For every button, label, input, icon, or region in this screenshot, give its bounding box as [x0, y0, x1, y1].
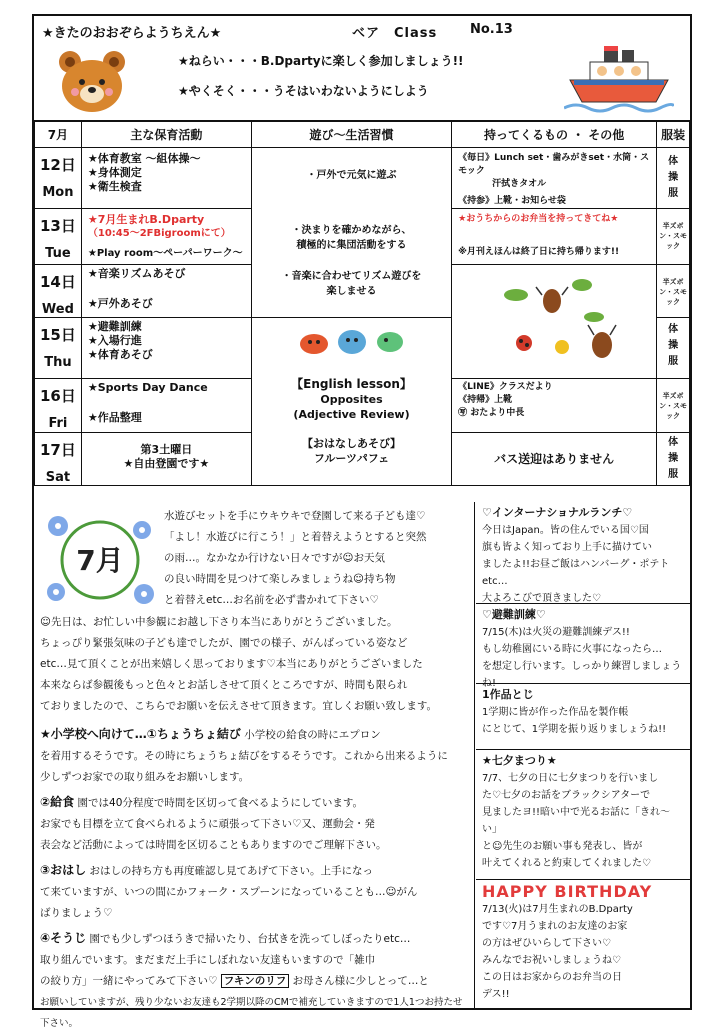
intro-line: の雨…。なかなか行けない日々ですが☺お天気	[164, 552, 385, 564]
class-name: ベア Class	[352, 26, 438, 41]
clothes-cell	[657, 265, 690, 318]
tanabata-title: ★七夕まつり★	[482, 754, 557, 767]
english-lesson-topic: Opposites	[320, 393, 383, 406]
weekly-schedule-table	[34, 120, 690, 486]
thanks-line: ☺先日は、お忙しい中参観にお越し下さり本当にありがとうございました。	[40, 616, 398, 628]
section-chopsticks-title: ③おはし	[40, 863, 87, 877]
story-title: 【おはなしあそび】	[302, 437, 402, 450]
international-lunch-title: ♡インターナショナルランチ♡	[482, 506, 633, 519]
bring-cell	[452, 379, 657, 433]
section-chopsticks-text: て来ていますが、いつの間にかフォーク・スプーンになっていることも…☺がん	[40, 886, 418, 898]
col-month: 7月	[35, 121, 82, 148]
clothes-gym: 体操服	[668, 156, 679, 199]
play-cell-top	[251, 148, 451, 318]
activity: ★入場行進	[87, 334, 142, 347]
day-cell	[35, 265, 82, 318]
evacuation-drill-text: もし幼稚園にいる時に火事になったら…	[482, 644, 662, 655]
thanks-line: ちょっぴり緊張気味の子ども達でしたが、園での様子、がんばっている姿など	[40, 637, 408, 649]
date: 14日	[39, 273, 76, 291]
date: 16日	[39, 387, 76, 405]
birthday-text: デス!!	[482, 989, 510, 1000]
tanabata-text: と☺先生のお願い事も発表し、皆が	[482, 841, 643, 852]
activity: ★音楽リズムあそび	[87, 267, 186, 280]
tanabata-text: 7/7、七夕の日に七夕まつりを行いまし	[482, 773, 659, 784]
international-lunch-section	[476, 502, 690, 604]
intro-line: 「よし！水遊びに行こう！」と着替えようとすると突然	[164, 531, 427, 543]
col-play: 遊び～生活習慣	[251, 121, 451, 148]
bus-notice: バス送迎はありません	[494, 451, 615, 466]
section-chopsticks-text: おはしの持ち方も再度確認し見てあげて下さい。上手になっ	[89, 865, 374, 877]
day-cell	[35, 379, 82, 433]
july-morning-glory-badge	[44, 512, 156, 608]
evacuation-drill-section	[476, 604, 690, 689]
table-row	[35, 148, 690, 209]
weekday: Wed	[41, 302, 74, 317]
right-column	[476, 502, 690, 1008]
birthday-section	[476, 880, 690, 1008]
clothes-gym: 体操服	[668, 324, 679, 367]
weekday: Fri	[48, 416, 68, 431]
tanabata-section	[476, 750, 690, 880]
clothes-cell	[657, 318, 690, 379]
bring-item: 汗拭きタオル	[492, 179, 547, 189]
evacuation-drill-text: を想定し行います。しっかり練習しましょうね!	[482, 661, 682, 689]
works-binding-text: にとじて、1学期を振り返りましょうね!!	[482, 724, 667, 735]
play-goal-2a: ・決まりを確かめながら、	[291, 225, 412, 236]
tanabata-text: た♡七夕のお話をブラックシアターで	[482, 790, 651, 801]
newsletter-sheet	[32, 14, 692, 1029]
section-bow-title: ★小学校へ向けて…①ちょうちょ結び	[40, 727, 241, 741]
activity: 第3土曜日	[140, 443, 193, 456]
thanks-line: 本来ならば参観後もっと色々とお話しさせて頂くところですが、時間も限られ	[40, 679, 408, 691]
section-lunch-text: 園では40分程度で時間を区切って食べるようにしています。	[77, 797, 364, 809]
aim-text: ★ねらい・・・B.Dpartyに楽しく参加しましょう!!	[178, 54, 464, 68]
birthday-text: の方はぜひいらして下さい♡	[482, 938, 611, 949]
col-bring: 持ってくるもの ・ その他	[452, 121, 657, 148]
clothes-gym: 体操服	[668, 437, 679, 480]
bring-cell	[452, 148, 657, 209]
date: 13日	[39, 217, 76, 235]
birthday-text: この日はお家からのお弁当の日	[482, 972, 622, 983]
newsletter-header	[34, 16, 690, 122]
bring-item: 《持参》上靴・お知らせ袋	[458, 196, 566, 206]
section-lunch-title: ②給食	[40, 795, 75, 809]
clothes-cell	[657, 433, 690, 486]
intro-paragraph	[164, 506, 470, 611]
section-lunch-text: 表会など活動によっては時間を区切ることもありますのでご理解下さい。	[40, 839, 387, 851]
activity: ★作品整理	[87, 411, 142, 424]
bring-item: 《毎日》Lunch set・歯みがきset・水筒・スモック	[458, 153, 650, 176]
activities-cell	[81, 148, 251, 209]
weekday: Tue	[45, 246, 71, 261]
bring-cell	[452, 209, 657, 265]
section-cleaning-text: の絞り方」一緒にやってみて下さい♡	[40, 975, 218, 987]
section-cleaning-text: お願いしていますが、残り少ないお友達も2学期以降のCMで補充していきますので1人1つお持たせ下さい。	[40, 997, 463, 1029]
story-name: フルーツパフェ	[313, 452, 390, 465]
lower-section	[34, 502, 690, 1029]
date: 15日	[39, 326, 76, 344]
section-bow-text: 小学校の給食の時にエプロン	[244, 729, 381, 741]
clothes-half: 半ズボン・スモック	[659, 278, 688, 306]
section-cleaning-text: 取り組んでいます。まだまだ上手にしぼれない友達もいますので「雑巾	[40, 954, 376, 966]
birthday-text: 7/13(火)は7月生まれのB.Dparty	[482, 904, 633, 915]
activity: ★Play room～ペーパーワーク～	[87, 248, 243, 259]
weekday: Mon	[42, 185, 74, 200]
bring-item: 《持帰》上靴	[458, 395, 513, 405]
play-goal-3b: 楽しませる	[326, 286, 377, 297]
activities-cell	[81, 318, 251, 379]
issue-number: No.13	[470, 22, 513, 37]
activity: ★戸外あそび	[87, 297, 153, 310]
evacuation-drill-text: 7/15(木)は火災の避難訓練デス!!	[482, 627, 630, 638]
activity: ★衛生検査	[87, 180, 142, 193]
english-lesson-sub: (Adjective Review)	[293, 408, 410, 421]
bear-illustration	[56, 48, 128, 114]
works-binding-title: 1作品とじ	[482, 688, 534, 701]
activity: ★自由登園です★	[123, 457, 210, 470]
works-binding-section	[476, 684, 690, 750]
works-binding-text: 1学期に皆が作った作品を製作帳	[482, 707, 629, 718]
teacher-letter	[34, 502, 475, 1029]
play-goal-1: ・戸外で元気に遊ぶ	[306, 170, 397, 181]
intro-line: の良い時間を見つけて楽しみましょうね☺持ち物	[164, 573, 396, 585]
activities-cell	[81, 433, 251, 486]
activities-cell	[81, 379, 251, 433]
section-cleaning-title: ④そうじ	[40, 931, 87, 945]
weekday: Sat	[45, 470, 71, 485]
request-sections	[40, 724, 470, 1034]
activity: ★7月生まれB.Dparty	[87, 213, 205, 226]
bring-item: ※月刊えほんは終了日に持ち帰ります!!	[458, 247, 620, 257]
bring-cell	[452, 433, 657, 486]
international-lunch-text: ましたよ!!お昼ご飯はハンバーグ・ポテトetc…	[482, 559, 670, 587]
section-bow-text: を着用するそうです。その時にちょうちょ結びをするそうです。これから出来るように	[40, 750, 448, 762]
birthday-text: みんなでお祝いしましょうね♡	[482, 955, 621, 966]
english-lesson-title: 【English lesson】	[291, 377, 412, 391]
international-lunch-text: 今日はJapan。皆の住んでいる国♡国	[482, 525, 649, 536]
sea-creatures-illustration	[292, 322, 412, 362]
clothes-cell	[657, 148, 690, 209]
tanabata-text: 見ましたヨ!!暗い中で光るお話に「きれ～い」	[482, 807, 671, 835]
happy-birthday-banner: HAPPY BIRTHDAY	[482, 882, 653, 901]
day-cell	[35, 209, 82, 265]
activity: （10:45～2FBigroomにて）	[87, 228, 231, 239]
clothes-cell	[657, 379, 690, 433]
date: 17日	[39, 441, 76, 459]
activities-cell	[81, 265, 251, 318]
activities-cell	[81, 209, 251, 265]
birthday-text: です♡7月うまれのお友達のお家	[482, 921, 628, 932]
promise-text: ★やくそく・・・うそはいわないようにしよう	[178, 84, 429, 98]
section-chopsticks-text: ばりましょう♡	[40, 907, 113, 919]
day-cell	[35, 433, 82, 486]
play-goal-2b: 積極的に集団活動をする	[296, 240, 407, 251]
date: 12日	[39, 156, 76, 174]
section-bow-text: 少しずつお家での取り組みをお願いします。	[40, 771, 250, 783]
activity: ★避難訓練	[87, 320, 142, 333]
tanabata-text: 叶えてくれると約束してくれました♡	[482, 858, 651, 869]
school-name: ★きたのおおぞらようちえん★	[42, 26, 222, 41]
clothes-half: 半ズボン・スモック	[659, 392, 688, 420]
activity: ★体育教室 ～組体操～	[87, 152, 201, 165]
section-lunch-text: お家でも目標を立て食べられるように頑張って下さい♡又、運動会・発	[40, 818, 375, 830]
thanks-line: etc…見て頂くことが出来嬉しく思っております♡本当にありがとうございました	[40, 658, 423, 670]
activity: ★Sports Day Dance	[87, 381, 208, 394]
play-cell-bottom	[251, 318, 451, 486]
cloth-refill-label: フキンのリフ	[221, 974, 289, 988]
play-goal-3a: ・音楽に合わせてリズム遊びを	[281, 271, 422, 282]
international-lunch-text: 旗も皆よく知っており上手に描けてい	[482, 542, 652, 553]
july-badge-text: 7月	[76, 544, 124, 577]
section-cleaning-text: 園でも少しずつほうきで掃いたり、台拭きを洗ってしぼったりetc…	[89, 933, 411, 945]
thanks-line: ておりましたので、こちらでお願いを伝えさせて頂きます。宜しくお願い致します。	[40, 700, 438, 712]
evacuation-drill-title: ♡避難訓練♡	[482, 608, 546, 621]
table-header-row	[35, 121, 690, 148]
activity: ★身体測定	[87, 166, 142, 179]
weekday: Thu	[44, 355, 72, 370]
intro-line: 水遊びセットを手にウキウキで登園して来る子ども達♡	[164, 510, 426, 522]
ship-illustration	[564, 40, 674, 116]
col-clothes: 服装	[657, 121, 690, 148]
bring-item: ㊢ おたより中長	[458, 408, 525, 418]
day-cell	[35, 148, 82, 209]
bring-item: 《LINE》クラスだより	[458, 382, 553, 392]
bring-item: ★おうちからのお弁当を持ってきてね★	[458, 214, 619, 224]
section-cleaning-text: お母さん様に少しとって…と	[292, 975, 429, 987]
international-lunch-text: 大よろこびで頂きました♡	[482, 593, 601, 604]
insects-illustration	[452, 265, 656, 375]
clothes-cell	[657, 209, 690, 265]
col-activities: 主な保育活動	[81, 121, 251, 148]
bugs-illustration-cell	[452, 265, 657, 379]
clothes-half: 半ズボン・スモック	[659, 222, 688, 250]
day-cell	[35, 318, 82, 379]
intro-line: と着替えetc…お名前を必ず書かれて下さい♡	[164, 594, 379, 606]
thanks-paragraph	[40, 612, 470, 717]
activity: ★体育あそび	[87, 348, 153, 361]
